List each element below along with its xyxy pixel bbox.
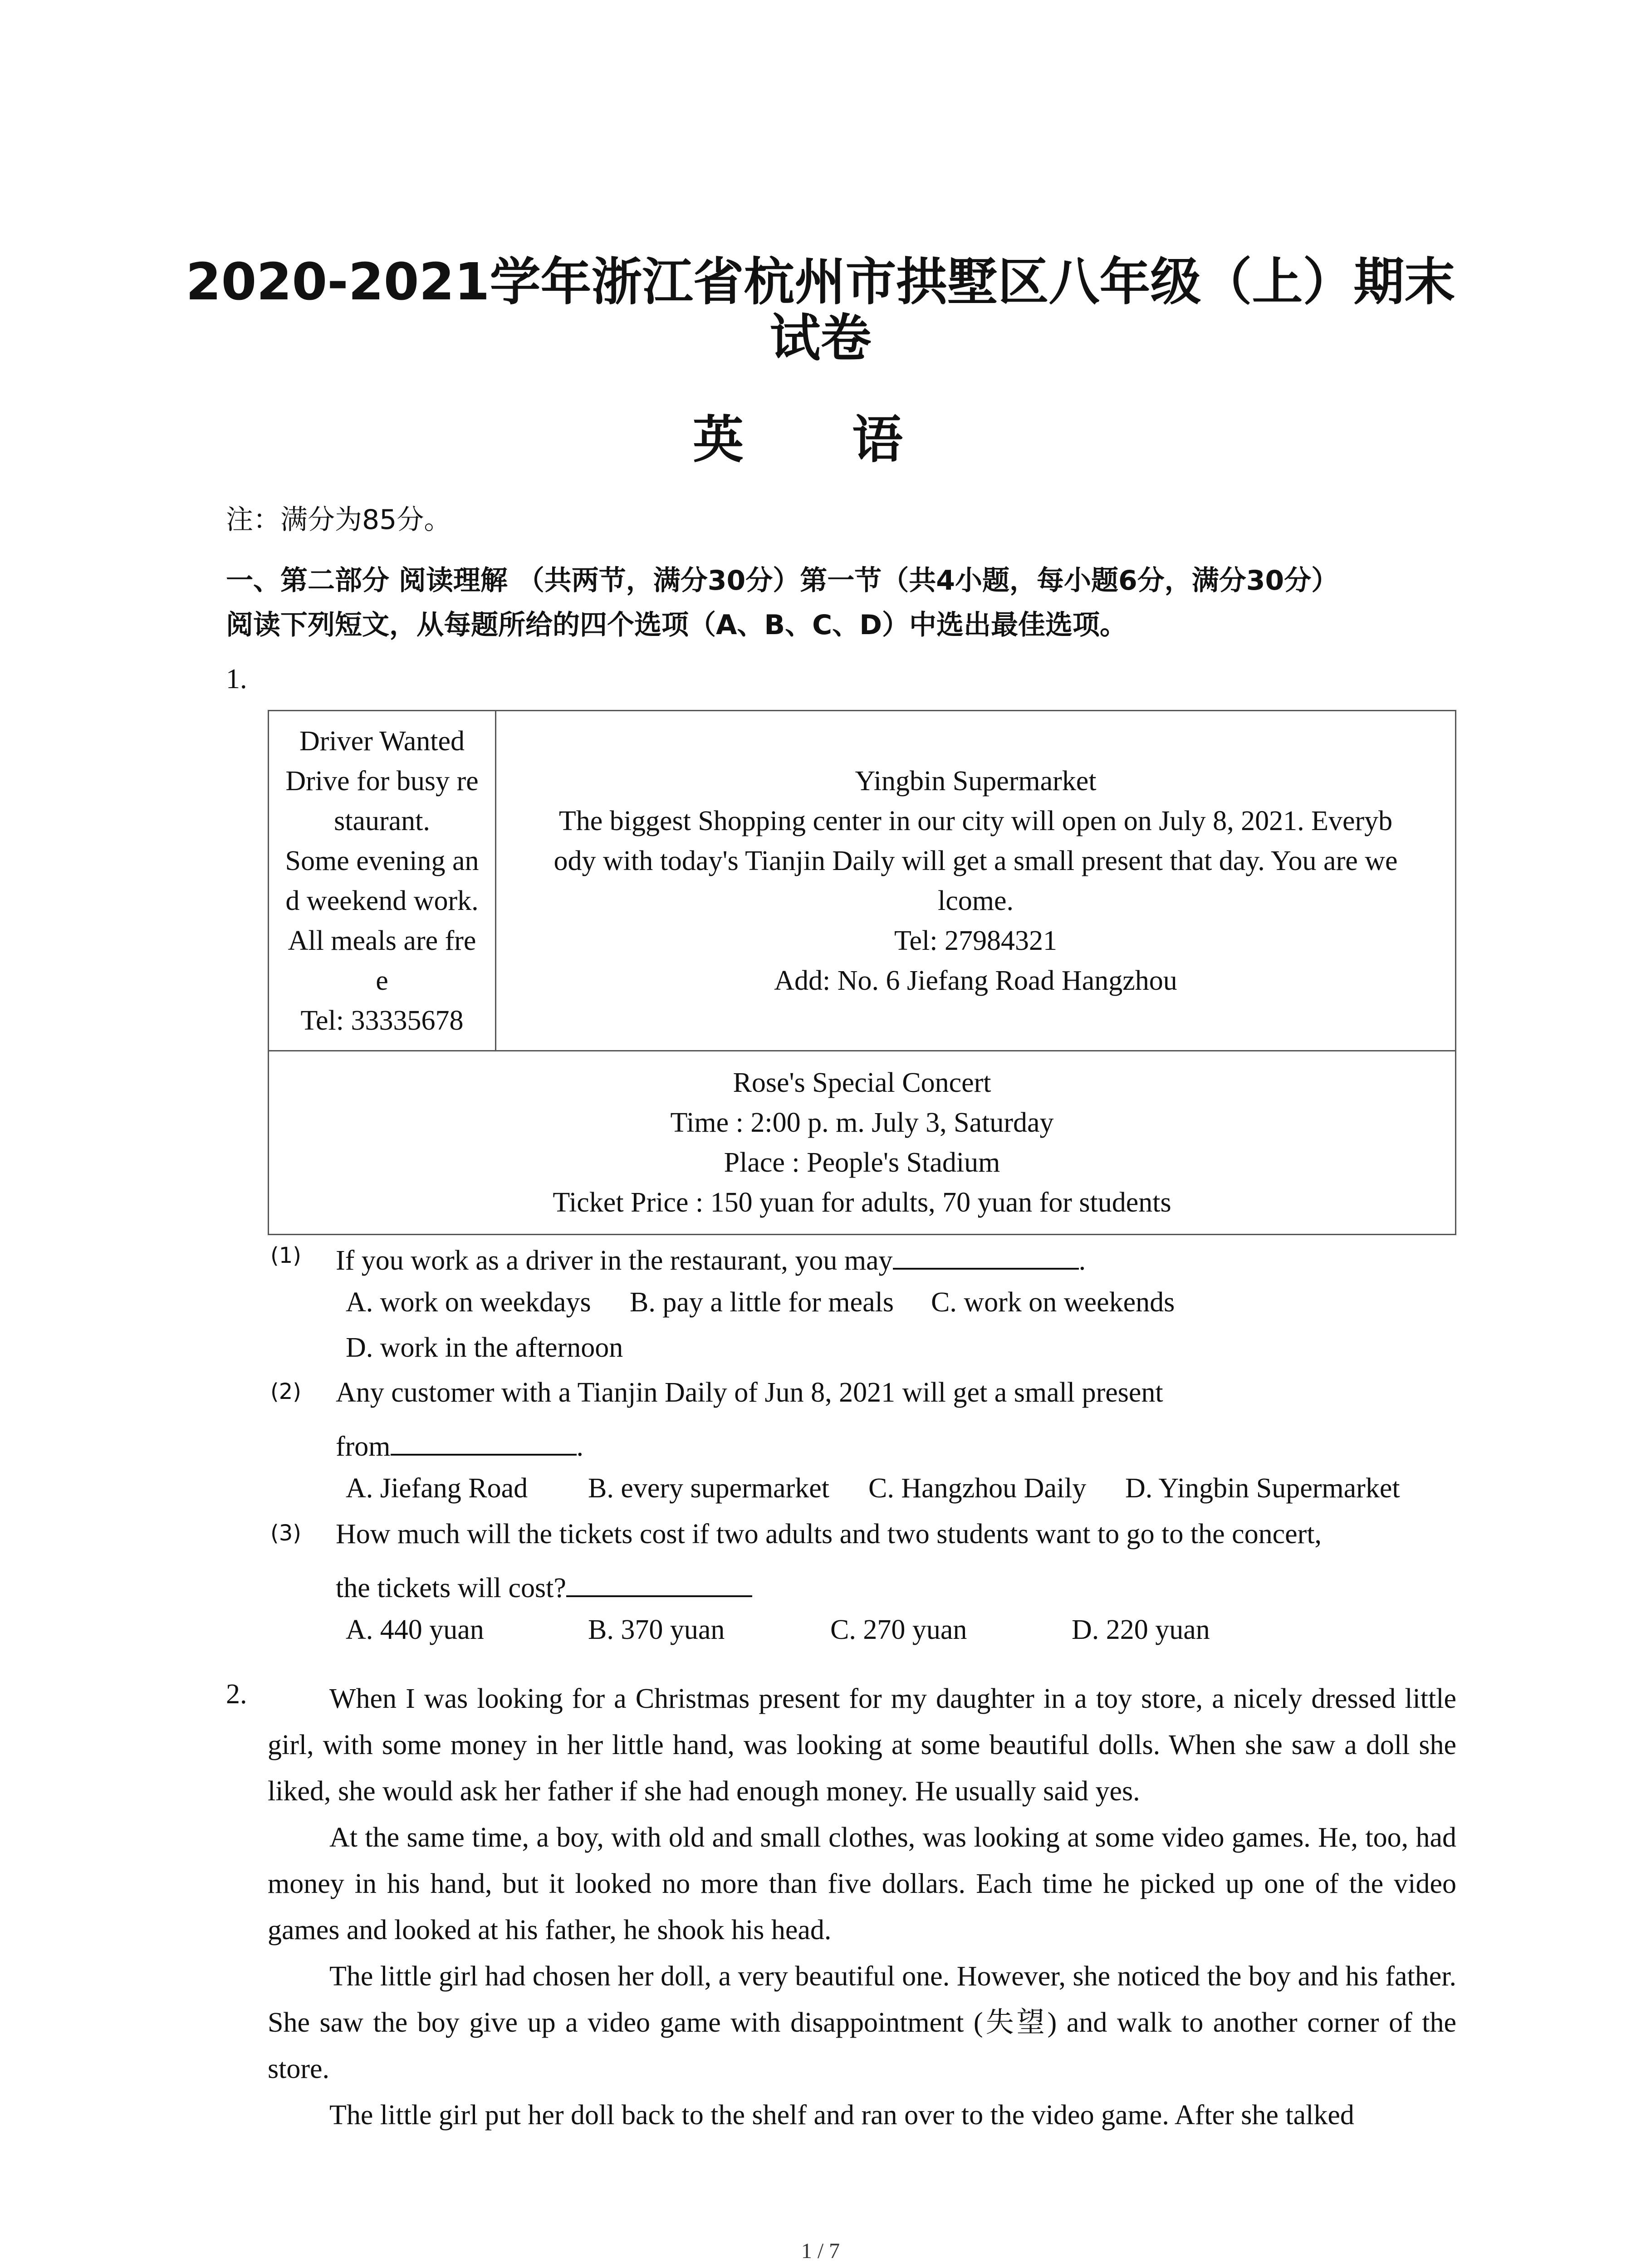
subquestion-1-stem: [336, 1241, 1086, 1277]
passage-paragraph-3: The little girl had chosen her doll, a very beautiful one. However, she noticed the boy and his father. She saw the boy give up a video game with disappointment (失望) and walk to another corner of the store.: [268, 1961, 1456, 2084]
ad-line: Driver Wanted: [299, 725, 465, 757]
ad-line: All meals are fre: [288, 925, 476, 956]
option-d[interactable]: D. 220 yuan: [1072, 1614, 1210, 1645]
option-c[interactable]: C. Hangzhou Daily: [868, 1473, 1087, 1504]
option-a[interactable]: A. Jiefang Road: [346, 1473, 528, 1504]
exam-title-line-2: 试卷: [769, 309, 872, 368]
subquestion-number: (2): [270, 1379, 301, 1404]
ad-line: Place : People's Stadium: [724, 1147, 1000, 1178]
stem-text: the tickets will cost?: [336, 1573, 566, 1603]
section-instruction: 阅读下列短文，从每题所给的四个选项（A、B、C、D）中选出最佳选项。: [226, 609, 1127, 641]
question-number-1: 1.: [226, 664, 247, 694]
stem-end: .: [1078, 1245, 1086, 1276]
stem-text: If you work as a driver in the restaurant, you may: [336, 1245, 893, 1276]
ad-line: Drive for busy re: [285, 765, 479, 797]
answer-blank[interactable]: [566, 1568, 752, 1597]
ad-line: The biggest Shopping center in our city will open on July 8, 2021. Everyb: [558, 805, 1393, 836]
advertisement-table: [268, 710, 1456, 1235]
stem-text: from: [336, 1431, 391, 1462]
subquestion-3-stem: How much will the tickets cost if two adults and two students want to go to the concert,: [336, 1519, 1322, 1549]
option-d[interactable]: D. Yingbin Supermarket: [1125, 1473, 1400, 1504]
ad-line: Rose's Special Concert: [733, 1067, 991, 1098]
answer-blank[interactable]: [893, 1241, 1079, 1270]
option-b[interactable]: B. every supermarket: [588, 1473, 829, 1504]
ad-line: d weekend work.: [285, 885, 479, 916]
option-a[interactable]: A. work on weekdays: [346, 1287, 591, 1318]
ad-line: Yingbin Supermarket: [855, 765, 1097, 797]
ad-line: Some evening an: [285, 845, 479, 876]
answer-blank[interactable]: [391, 1427, 577, 1456]
concert-ad: [269, 1051, 1456, 1235]
subquestion-2-stem-cont: [336, 1427, 583, 1463]
subquestion-3-stem-cont: [336, 1568, 752, 1604]
option-c[interactable]: C. work on weekends: [931, 1287, 1175, 1318]
exam-title-line-1: 2020-2021学年浙江省杭州市拱墅区八年级（上）期末: [186, 253, 1455, 312]
score-note: 注：满分为85分。: [226, 504, 451, 536]
stem-end: .: [576, 1431, 584, 1462]
subquestion-number: (3): [270, 1520, 301, 1546]
option-c[interactable]: C. 270 yuan: [830, 1614, 967, 1645]
option-a[interactable]: A. 440 yuan: [346, 1614, 484, 1645]
option-b[interactable]: B. pay a little for meals: [630, 1287, 894, 1318]
subquestion-2-stem: Any customer with a Tianjin Daily of Jun 8, 2021 will get a small present: [336, 1377, 1163, 1408]
passage-paragraph-2: At the same time, a boy, with old and small clothes, was looking at some video games. He, too, had money in his hand, but it looked no more than five dollars. Each time he picked up one of the video games and looked at his father, he shook his head.: [268, 1822, 1456, 1945]
subquestion-number: (1): [270, 1243, 301, 1268]
ad-line: e: [376, 965, 388, 996]
option-d[interactable]: D. work in the afternoon: [346, 1332, 623, 1363]
ad-line: lcome.: [938, 885, 1014, 916]
page-number: 1 / 7: [801, 2239, 840, 2263]
passage-paragraph-1: When I was looking for a Christmas present for my daughter in a toy store, a nicely dressed little girl, with some money in her little hand, was looking at some beautiful dolls. When she saw a doll she liked, she would ask her father if she had enough money. He usually said yes.: [268, 1683, 1456, 1807]
supermarket-ad: [496, 711, 1456, 1051]
driver-wanted-ad: [269, 711, 496, 1051]
section-heading: 一、第二部分 阅读理解 （共两节，满分30分）第一节（共4小题，每小题6分，满分30分）: [226, 565, 1339, 596]
ad-line: Add: No. 6 Jiefang Road Hangzhou: [774, 965, 1177, 996]
option-b[interactable]: B. 370 yuan: [588, 1614, 725, 1645]
question-number-2: 2.: [226, 1679, 247, 1710]
ad-line: ody with today's Tianjin Daily will get a small present that day. You are we: [554, 845, 1398, 876]
ad-line: Time : 2:00 p. m. July 3, Saturday: [670, 1107, 1054, 1138]
ad-line: Tel: 27984321: [894, 925, 1057, 956]
passage-paragraph-4: The little girl put her doll back to the shelf and ran over to the video game. After she talked: [329, 2100, 1354, 2131]
ad-line: Tel: 33335678: [300, 1005, 464, 1036]
ad-line: staurant.: [334, 805, 430, 836]
subject-heading: 英 语: [693, 411, 948, 469]
ad-line: Ticket Price : 150 yuan for adults, 70 yuan for students: [553, 1187, 1171, 1218]
